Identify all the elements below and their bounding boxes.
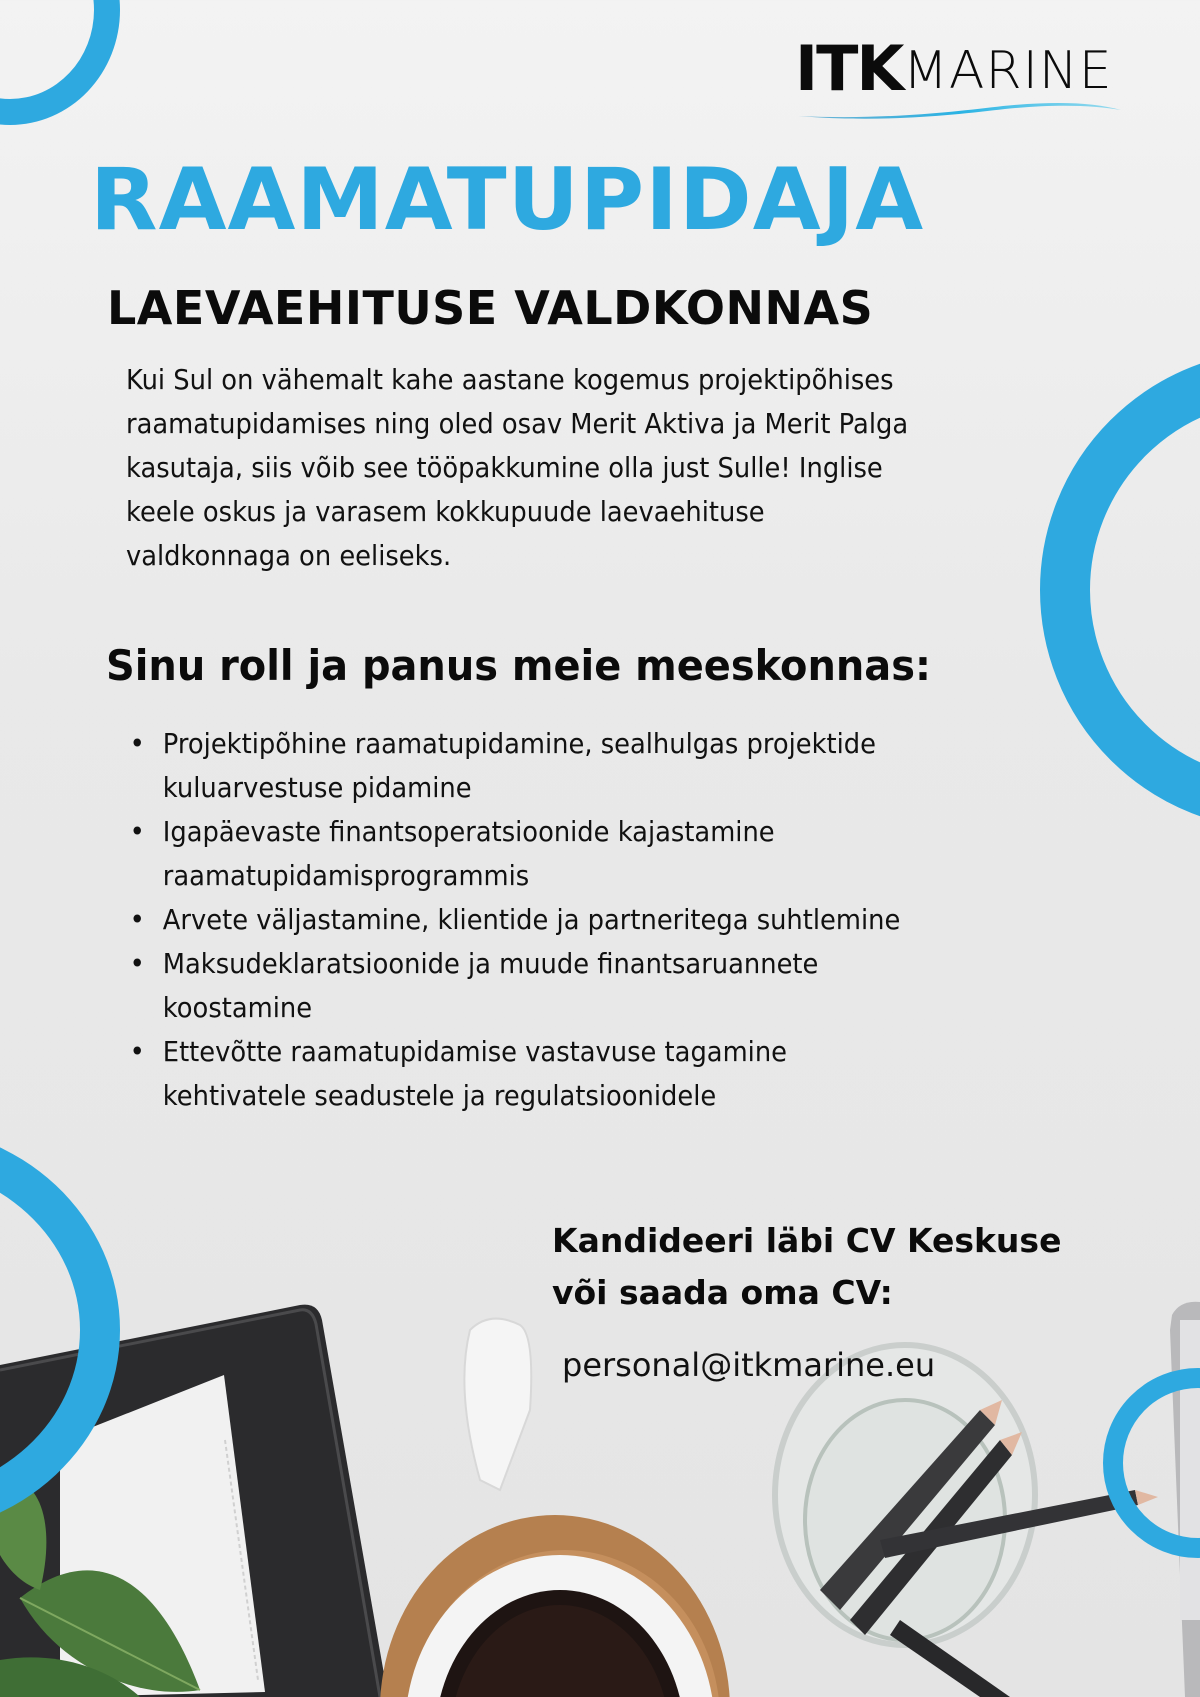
duty-text: Maksudeklaratsioonide ja muude finantsaruannete (162, 947, 819, 980)
contact-email-link[interactable]: personal@itkmarine.eu (562, 1346, 936, 1384)
intro-line: raamatupidamises ning oled osav Merit Aktiva ja Merit Palga (126, 407, 909, 440)
duty-text: Ettevõtte raamatupidamise vastavuse tagamine (162, 1035, 788, 1068)
intro-line: keele oskus ja varasem kokkupuude laevaehituse (126, 495, 765, 528)
pencil-jar-icon (775, 1345, 1158, 1697)
duty-text: Igapäevaste finantsoperatsioonide kajastamine (162, 815, 775, 848)
wave-icon (793, 94, 1123, 124)
apply-line-1: Kandideeri läbi CV Keskuse (552, 1221, 1062, 1260)
intro-line: Kui Sul on vähemalt kahe aastane kogemus projektipõhises (126, 363, 894, 396)
duty-text-cont: kehtivatele seadustele ja regulatsioonidele (162, 1079, 717, 1112)
bullet-icon: • (129, 903, 145, 936)
decorative-ring-right (1040, 350, 1200, 830)
job-title: RAAMATUPIDAJA (90, 150, 925, 250)
bullet-icon: • (129, 727, 145, 760)
duty-item (126, 942, 1009, 1030)
intro-paragraph (126, 358, 1046, 578)
apply-line-2: või saada oma CV: (552, 1273, 893, 1312)
duty-item (126, 810, 1009, 898)
apply-instructions (552, 1215, 1061, 1319)
duty-item (126, 722, 1009, 810)
role-heading: Sinu roll ja panus meie meeskonnas: (106, 641, 931, 690)
duty-text-cont: raamatupidamisprogrammis (162, 859, 530, 892)
bullet-icon: • (129, 947, 145, 980)
duty-text: Projektipõhine raamatupidamine, sealhulgas projektide (162, 727, 877, 760)
itk-marine-logo (793, 32, 1123, 126)
duties-list (126, 722, 1009, 1118)
bullet-icon: • (129, 815, 145, 848)
bullet-icon: • (129, 1035, 145, 1068)
intro-line: valdkonnaga on eeliseks. (126, 539, 452, 572)
job-subtitle: LAEVAEHITUSE VALDKONNAS (107, 281, 874, 335)
duty-text-cont: kuluarvestuse pidamine (162, 771, 472, 804)
duty-text: Arvete väljastamine, klientide ja partneritega suhtlemine (162, 903, 901, 936)
logo-marine-text: MARINE (903, 41, 1113, 101)
duty-item (126, 1030, 1009, 1118)
decorative-ring-top-left (0, 0, 120, 125)
duty-item (126, 898, 1009, 942)
duty-text-cont: koostamine (162, 991, 313, 1024)
logo-itk-text: ITK (795, 32, 903, 105)
intro-line: kasutaja, siis võib see tööpakkumine olla just Sulle! Inglise (126, 451, 883, 484)
